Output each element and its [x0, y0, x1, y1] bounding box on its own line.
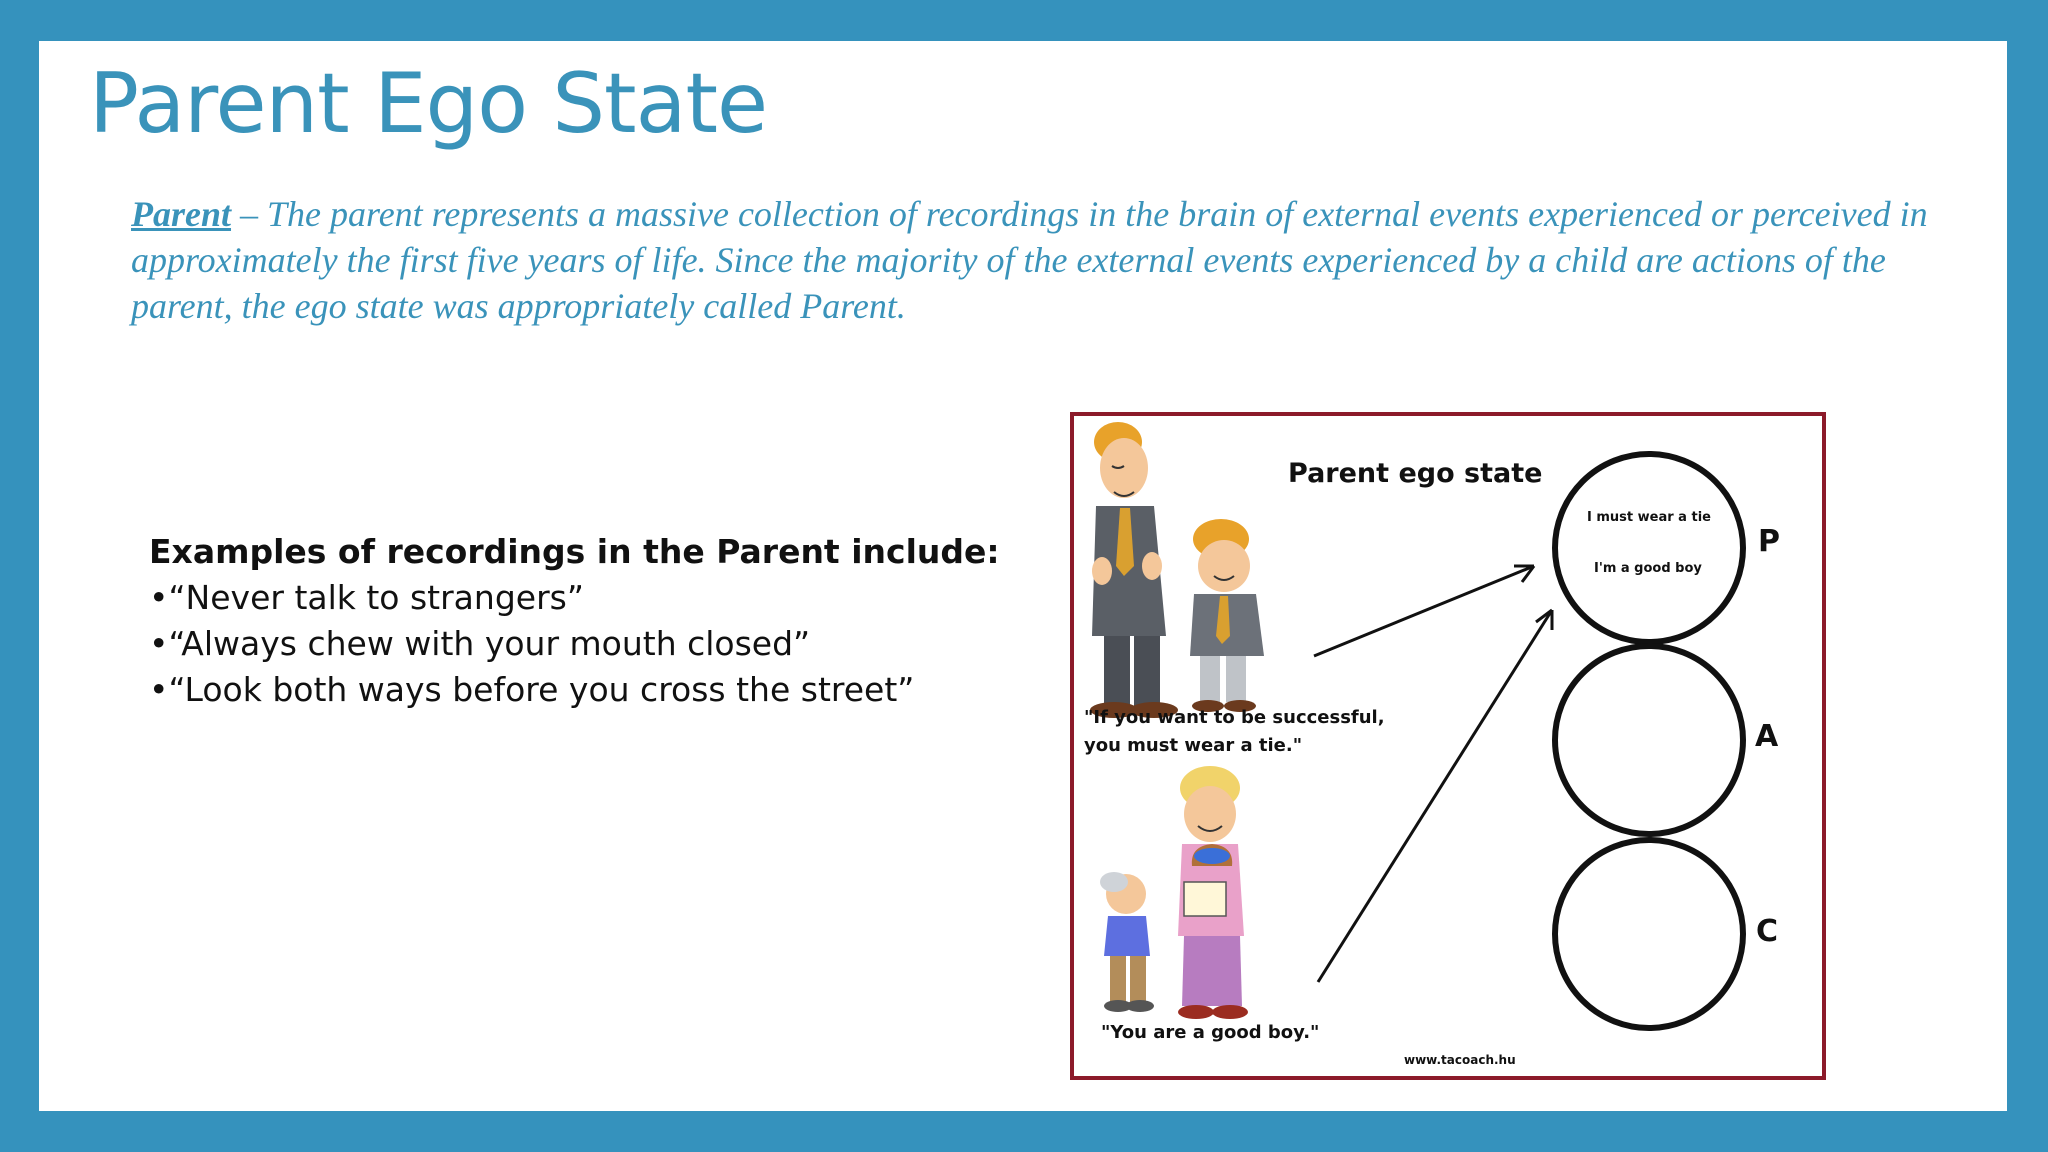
- ego-state-figure: [1070, 412, 1826, 1080]
- arrow-bottom: [1318, 610, 1552, 982]
- label-a: A: [1755, 719, 1779, 754]
- boy-illustration: [1190, 519, 1264, 712]
- quote-top-line-2: you must wear a tie.": [1084, 735, 1303, 756]
- source-credit: www.tacoach.hu: [1404, 1053, 1516, 1067]
- circle-p-line-2: I'm a good boy: [1594, 561, 1702, 576]
- example-item: •“Never talk to strangers”: [149, 578, 584, 617]
- father-illustration: [1090, 422, 1178, 718]
- figure-title: Parent ego state: [1288, 458, 1543, 489]
- quote-bottom: "You are a good boy.": [1101, 1022, 1320, 1043]
- definition-text: The parent represents a massive collection of recordings in the brain of external events experienced or perceived in approximately the first five years of life. Since the majority of the external events experienced by a child are actions of the parent, the ego state was appropriately called Parent.: [131, 194, 1928, 326]
- circle-parent: [1555, 454, 1743, 642]
- example-item: •“Always chew with your mouth closed”: [149, 624, 811, 663]
- circle-adult: [1555, 646, 1743, 834]
- slide-title: Parent Ego State: [89, 55, 768, 152]
- definition-dash: –: [231, 194, 268, 234]
- circle-p-line-1: I must wear a tie: [1587, 510, 1711, 525]
- slide: [39, 41, 2007, 1111]
- small-boy-illustration: [1100, 872, 1154, 1012]
- definition-paragraph: [131, 191, 1971, 329]
- definition-term: Parent: [131, 194, 232, 234]
- examples-list: [149, 529, 1000, 713]
- label-p: P: [1758, 524, 1780, 559]
- label-c: C: [1756, 914, 1779, 949]
- example-item: •“Look both ways before you cross the street”: [149, 670, 915, 709]
- mother-illustration: [1178, 766, 1248, 1019]
- examples-heading: Examples of recordings in the Parent include:: [149, 532, 1000, 571]
- circle-child: [1555, 840, 1743, 1028]
- quote-top-line-1: "If you want to be successful,: [1084, 707, 1385, 728]
- arrow-top: [1314, 566, 1534, 656]
